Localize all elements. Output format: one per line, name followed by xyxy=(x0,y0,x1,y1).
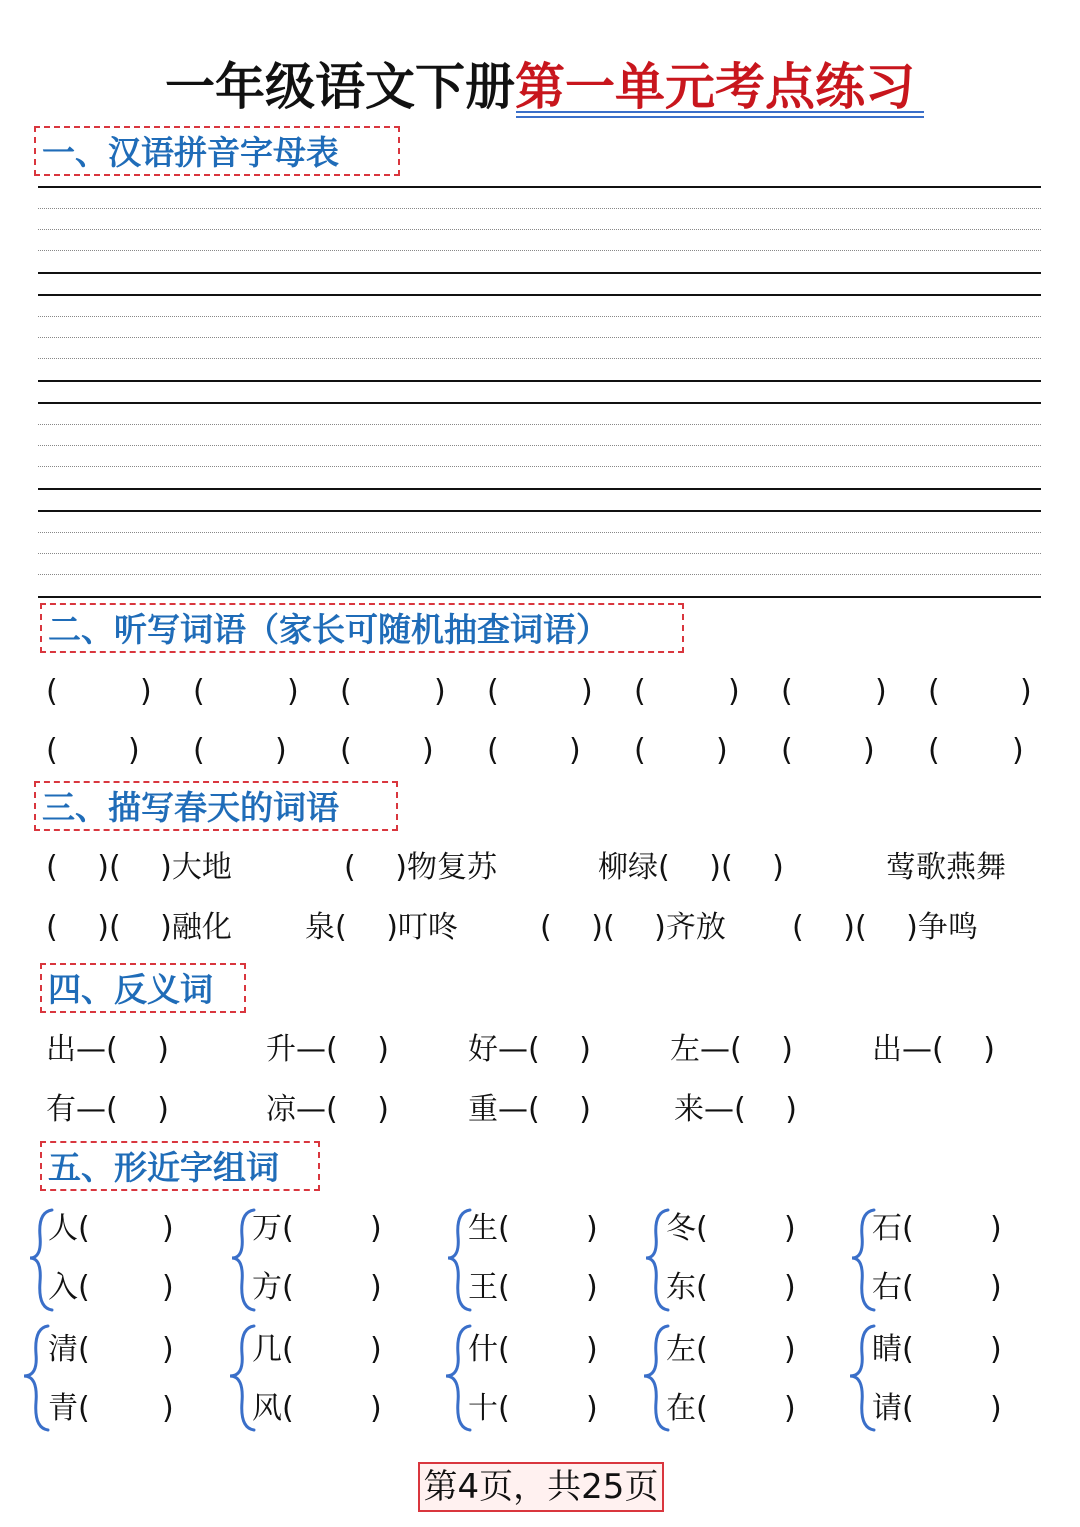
brace-icon xyxy=(232,1210,254,1310)
similar-char-item: 几( xyxy=(252,1332,294,1367)
paren-open: ( xyxy=(781,674,793,709)
section-heading-spring-words: 三、描写春天的词语 xyxy=(34,781,398,831)
paren-open: ( xyxy=(46,674,58,709)
paren-close: ) xyxy=(162,1332,174,1367)
section-heading-similar-chars: 五、形近字组词 xyxy=(40,1141,320,1191)
paren-close: ) xyxy=(370,1332,382,1367)
antonym-item: 有—( ) xyxy=(46,1092,169,1127)
similar-char-item: 睛( xyxy=(872,1332,914,1367)
paren-close: ) xyxy=(716,733,728,768)
paren-close: ) xyxy=(863,733,875,768)
paren-close: ) xyxy=(784,1211,796,1246)
antonym-item: 左—( ) xyxy=(670,1032,793,1067)
grid-line xyxy=(38,553,1041,554)
title-main: 一年级语文下册 xyxy=(165,58,515,116)
grid-line xyxy=(38,488,1041,490)
antonym-item: 升—( ) xyxy=(266,1032,389,1067)
paren-close: ) xyxy=(784,1332,796,1367)
grid-line xyxy=(38,316,1041,317)
paren-close: ) xyxy=(990,1211,1002,1246)
paren-close: ) xyxy=(990,1270,1002,1305)
paren-close: ) xyxy=(728,674,740,709)
similar-char-item: 冬( xyxy=(666,1211,708,1246)
spring-word-item: ( )( )齐放 xyxy=(540,910,726,945)
grid-line xyxy=(38,208,1041,209)
antonym-item: 出—( ) xyxy=(872,1032,995,1067)
grid-line xyxy=(38,337,1041,338)
grid-line xyxy=(38,466,1041,467)
paren-close: ) xyxy=(569,733,581,768)
antonym-item: 出—( ) xyxy=(46,1032,169,1067)
brace-icon xyxy=(230,1326,254,1430)
paren-close: ) xyxy=(990,1391,1002,1426)
antonym-item: 凉—( ) xyxy=(266,1092,389,1127)
similar-char-item: 青( xyxy=(48,1391,90,1426)
page-number-footer: 第4页，共25页 xyxy=(418,1462,664,1512)
paren-close: ) xyxy=(162,1270,174,1305)
paren-close: ) xyxy=(784,1391,796,1426)
similar-char-item: 风( xyxy=(252,1391,294,1426)
brace-icon xyxy=(850,1326,874,1430)
paren-close: ) xyxy=(581,674,593,709)
grid-line xyxy=(38,445,1041,446)
brace-icon xyxy=(852,1210,874,1310)
paren-open: ( xyxy=(634,733,646,768)
antonym-item: 好—( ) xyxy=(468,1032,591,1067)
spring-word-item: 莺歌燕舞 xyxy=(886,850,1006,885)
grid-line xyxy=(38,358,1041,359)
grid-line xyxy=(38,186,1041,188)
similar-char-item: 生( xyxy=(468,1211,510,1246)
similar-char-item: 右( xyxy=(872,1270,914,1305)
spring-word-item: 泉( )叮咚 xyxy=(305,910,458,945)
paren-close: ) xyxy=(586,1270,598,1305)
antonym-item: 重—( ) xyxy=(468,1092,591,1127)
spring-word-item: ( )物复苏 xyxy=(344,850,497,885)
paren-close: ) xyxy=(586,1211,598,1246)
paren-close: ) xyxy=(422,733,434,768)
paren-close: ) xyxy=(275,733,287,768)
similar-char-item: 石( xyxy=(872,1211,914,1246)
paren-close: ) xyxy=(370,1391,382,1426)
similar-char-item: 入( xyxy=(48,1270,90,1305)
grid-line xyxy=(38,229,1041,230)
brace-icon xyxy=(24,1326,48,1430)
similar-char-item: 十( xyxy=(468,1391,510,1426)
paren-close: ) xyxy=(1012,733,1024,768)
similar-char-item: 王( xyxy=(468,1270,510,1305)
spring-word-item: ( )( )大地 xyxy=(46,850,232,885)
paren-close: ) xyxy=(370,1270,382,1305)
paren-close: ) xyxy=(586,1391,598,1426)
similar-char-item: 在( xyxy=(666,1391,708,1426)
spring-word-item: ( )( )融化 xyxy=(46,910,232,945)
grid-line xyxy=(38,424,1041,425)
paren-open: ( xyxy=(634,674,646,709)
paren-close: ) xyxy=(586,1332,598,1367)
brace-icon xyxy=(644,1326,668,1430)
section-heading-dictation: 二、听写词语（家长可随机抽查词语） xyxy=(40,603,684,653)
grid-line xyxy=(38,294,1041,296)
title-underline xyxy=(516,111,924,113)
paren-close: ) xyxy=(162,1391,174,1426)
similar-char-item: 清( xyxy=(48,1332,90,1367)
section-heading-antonyms: 四、反义词 xyxy=(40,963,246,1013)
paren-close: ) xyxy=(875,674,887,709)
paren-open: ( xyxy=(928,733,940,768)
paren-open: ( xyxy=(46,733,58,768)
title-underline-second xyxy=(516,116,924,118)
grid-line xyxy=(38,596,1041,598)
paren-close: ) xyxy=(140,674,152,709)
grid-line xyxy=(38,532,1041,533)
paren-open: ( xyxy=(781,733,793,768)
similar-char-item: 万( xyxy=(252,1211,294,1246)
paren-close: ) xyxy=(990,1332,1002,1367)
similar-char-item: 人( xyxy=(48,1211,90,1246)
similar-char-item: 什( xyxy=(468,1332,510,1367)
paren-close: ) xyxy=(1020,674,1032,709)
similar-char-item: 请( xyxy=(872,1391,914,1426)
grid-line xyxy=(38,510,1041,512)
paren-open: ( xyxy=(487,674,499,709)
paren-open: ( xyxy=(193,733,205,768)
paren-open: ( xyxy=(340,733,352,768)
grid-line xyxy=(38,380,1041,382)
paren-open: ( xyxy=(487,733,499,768)
paren-close: ) xyxy=(287,674,299,709)
grid-line xyxy=(38,402,1041,404)
paren-close: ) xyxy=(128,733,140,768)
similar-char-item: 东( xyxy=(666,1270,708,1305)
spring-word-item: ( )( )争鸣 xyxy=(792,910,978,945)
brace-icon xyxy=(646,1210,668,1310)
paren-close: ) xyxy=(162,1211,174,1246)
paren-close: ) xyxy=(434,674,446,709)
spring-word-item: 柳绿( )( ) xyxy=(598,850,784,885)
grid-line xyxy=(38,574,1041,575)
grid-line xyxy=(38,250,1041,251)
similar-char-item: 左( xyxy=(666,1332,708,1367)
grid-line xyxy=(38,272,1041,274)
antonym-item: 来—( ) xyxy=(674,1092,797,1127)
brace-icon xyxy=(446,1326,470,1430)
title-highlight: 第一单元考点练习 xyxy=(515,58,915,116)
section-heading-pinyin: 一、汉语拼音字母表 xyxy=(34,126,400,176)
paren-open: ( xyxy=(340,674,352,709)
paren-open: ( xyxy=(193,674,205,709)
brace-icon xyxy=(448,1210,470,1310)
paren-open: ( xyxy=(928,674,940,709)
paren-close: ) xyxy=(370,1211,382,1246)
similar-char-item: 方( xyxy=(252,1270,294,1305)
paren-close: ) xyxy=(784,1270,796,1305)
